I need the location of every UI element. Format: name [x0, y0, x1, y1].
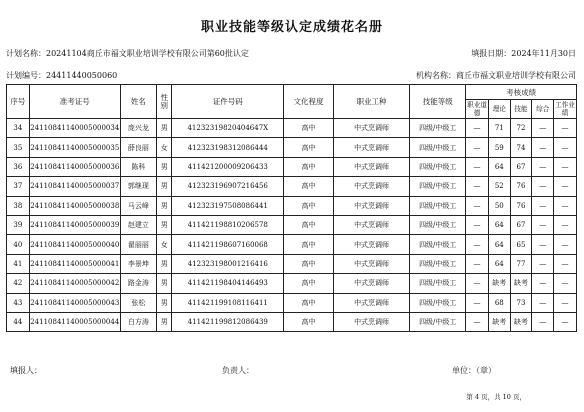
- cell-theory: 缺考: [488, 312, 510, 331]
- cell-education: 高中: [284, 138, 334, 157]
- cell-name: 陈科: [120, 157, 156, 176]
- cell-ticket: 24110841140005000040: [29, 235, 120, 254]
- cell-gender: 男: [156, 254, 172, 273]
- table-row: [7, 312, 577, 331]
- cell-job: 中式烹调师: [333, 312, 410, 331]
- header-seq: 序号: [7, 85, 30, 119]
- cell-theory: 64: [488, 235, 510, 254]
- cell-skill: 缺考: [510, 274, 532, 293]
- header-gender: 性别: [156, 85, 172, 119]
- cell-level: 四级/中级工: [410, 312, 466, 331]
- cell-gender: 男: [156, 177, 172, 196]
- cell-work-performance: —: [554, 177, 577, 196]
- cell-education: 高中: [284, 254, 334, 273]
- table-row: [7, 235, 577, 254]
- table-row: [7, 254, 577, 273]
- cell-theory: 缺考: [488, 274, 510, 293]
- cell-gender: 男: [156, 196, 172, 215]
- cell-job: 中式烹调师: [333, 254, 410, 273]
- header-level: 技能等级: [410, 85, 466, 119]
- cell-gender: 女: [156, 235, 172, 254]
- cell-overall: —: [532, 312, 554, 331]
- cell-name: 马云峰: [120, 196, 156, 215]
- cell-level: 四级/中级工: [410, 274, 466, 293]
- cell-job: 中式烹调师: [333, 138, 410, 157]
- cell-job: 中式烹调师: [333, 196, 410, 215]
- cell-gender: 女: [156, 138, 172, 157]
- cell-seq: 43: [7, 293, 30, 312]
- cell-skill: 76: [510, 196, 532, 215]
- organization-name: 机构名称：商丘市福文职业培训学校有限公司: [416, 71, 576, 80]
- table-row: [7, 293, 577, 312]
- cell-education: 高中: [284, 293, 334, 312]
- cell-seq: 40: [7, 235, 30, 254]
- cell-education: 高中: [284, 177, 334, 196]
- cell-gender: 男: [156, 157, 172, 176]
- cell-seq: 34: [7, 119, 30, 138]
- cell-skill: 77: [510, 254, 532, 273]
- header-work-performance: 工作业绩: [555, 101, 575, 117]
- cell-gender: 男: [156, 312, 172, 331]
- score-roster-table: [6, 84, 577, 332]
- cell-skill: 65: [510, 235, 532, 254]
- cell-work-performance: —: [554, 215, 577, 234]
- cell-work-performance: —: [554, 157, 577, 176]
- cell-id: 411421200009206433: [172, 157, 284, 176]
- cell-seq: 37: [7, 177, 30, 196]
- cell-level: 四级/中级工: [410, 138, 466, 157]
- cell-gender: 男: [156, 274, 172, 293]
- cell-level: 四级/中级工: [410, 196, 466, 215]
- cell-ethics: —: [466, 254, 489, 273]
- cell-job: 中式烹调师: [333, 293, 410, 312]
- cell-id: 412323198312086444: [172, 138, 284, 157]
- cell-level: 四级/中级工: [410, 157, 466, 176]
- cell-ticket: 24110841140005000041: [29, 254, 120, 273]
- cell-theory: 64: [488, 215, 510, 234]
- cell-skill: 缺考: [510, 312, 532, 331]
- cell-ticket: 24110841140005000035: [29, 138, 120, 157]
- cell-skill: 67: [510, 157, 532, 176]
- header-skill: 技能: [510, 100, 532, 119]
- cell-level: 四级/中级工: [410, 215, 466, 234]
- cell-gender: 男: [156, 119, 172, 138]
- cell-job: 中式烹调师: [333, 157, 410, 176]
- cell-seq: 38: [7, 196, 30, 215]
- cell-skill: 67: [510, 215, 532, 234]
- cell-name: 翟丽丽: [120, 235, 156, 254]
- cell-id: 411421199812086439: [172, 312, 284, 331]
- cell-ethics: —: [466, 138, 489, 157]
- cell-gender: 男: [156, 215, 172, 234]
- cell-education: 高中: [284, 235, 334, 254]
- cell-ethics: —: [466, 274, 489, 293]
- fill-date: 填报日期：2024年11月30日: [471, 49, 576, 58]
- cell-level: 四级/中级工: [410, 177, 466, 196]
- cell-id: 412323198001216416: [172, 254, 284, 273]
- cell-education: 高中: [284, 196, 334, 215]
- cell-theory: 64: [488, 157, 510, 176]
- cell-overall: —: [532, 293, 554, 312]
- cell-name: 庞兴龙: [120, 119, 156, 138]
- unit-seal-label: 单位：（章）: [452, 366, 496, 375]
- cell-education: 高中: [284, 312, 334, 331]
- cell-name: 张松: [120, 293, 156, 312]
- cell-ethics: —: [466, 157, 489, 176]
- cell-work-performance: —: [554, 274, 577, 293]
- cell-job: 中式烹调师: [333, 119, 410, 138]
- cell-seq: 35: [7, 138, 30, 157]
- cell-ticket: 24110841140005000036: [29, 157, 120, 176]
- cell-ticket: 24110841140005000034: [29, 119, 120, 138]
- cell-overall: —: [532, 254, 554, 273]
- page-number: 第 4 页，共 10 页，: [466, 393, 526, 401]
- cell-ethics: —: [466, 196, 489, 215]
- header-overall: 综合: [532, 100, 554, 119]
- table-row: [7, 138, 577, 157]
- cell-ticket: 24110841140005000037: [29, 177, 120, 196]
- table-row: [7, 119, 577, 138]
- cell-overall: —: [532, 138, 554, 157]
- cell-ticket: 24110841140005000039: [29, 215, 120, 234]
- cell-education: 高中: [284, 274, 334, 293]
- table-row: [7, 196, 577, 215]
- header-job: 职业工种: [333, 85, 410, 119]
- cell-overall: —: [532, 274, 554, 293]
- cell-name: 李景坤: [120, 254, 156, 273]
- header-name: 姓名: [120, 85, 156, 119]
- cell-job: 中式烹调师: [333, 274, 410, 293]
- cell-theory: 50: [488, 196, 510, 215]
- cell-name: 薛良丽: [120, 138, 156, 157]
- cell-education: 高中: [284, 215, 334, 234]
- cell-name: 赵建立: [120, 215, 156, 234]
- cell-seq: 42: [7, 274, 30, 293]
- cell-seq: 39: [7, 215, 30, 234]
- cell-work-performance: —: [554, 196, 577, 215]
- cell-ethics: —: [466, 119, 489, 138]
- cell-job: 中式烹调师: [333, 235, 410, 254]
- table-row: [7, 177, 577, 196]
- cell-overall: —: [532, 235, 554, 254]
- cell-overall: —: [532, 196, 554, 215]
- table-row: [7, 274, 577, 293]
- cell-ticket: 24110841140005000043: [29, 293, 120, 312]
- cell-work-performance: —: [554, 254, 577, 273]
- cell-id: 411421198810206578: [172, 215, 284, 234]
- cell-theory: 52: [488, 177, 510, 196]
- cell-work-performance: —: [554, 138, 577, 157]
- cell-education: 高中: [284, 119, 334, 138]
- cell-work-performance: —: [554, 312, 577, 331]
- page-title: 职业技能等级认定成绩花名册: [200, 20, 383, 35]
- cell-level: 四级/中级工: [410, 254, 466, 273]
- cell-skill: 72: [510, 119, 532, 138]
- cell-ethics: —: [466, 293, 489, 312]
- header-theory: 理论: [488, 100, 510, 119]
- cell-skill: 74: [510, 138, 532, 157]
- cell-overall: —: [532, 119, 554, 138]
- table-header: [7, 85, 577, 119]
- cell-level: 四级/中级工: [410, 293, 466, 312]
- header-education: 文化程度: [284, 85, 334, 119]
- header-score-group: 考核成绩: [466, 85, 577, 100]
- cell-name: 郭继现: [120, 177, 156, 196]
- cell-id: 41232319820404647X: [172, 119, 284, 138]
- table-row: [7, 215, 577, 234]
- cell-skill: 76: [510, 177, 532, 196]
- cell-level: 四级/中级工: [410, 119, 466, 138]
- cell-job: 中式烹调师: [333, 177, 410, 196]
- cell-ethics: —: [466, 215, 489, 234]
- cell-id: 412323197508086441: [172, 196, 284, 215]
- plan-number: 计划编号：24411440050060: [6, 71, 118, 80]
- cell-theory: 64: [488, 254, 510, 273]
- cell-seq: 44: [7, 312, 30, 331]
- cell-id: 411421199108116411: [172, 293, 284, 312]
- cell-id: 411421198404146493: [172, 274, 284, 293]
- cell-job: 中式烹调师: [333, 215, 410, 234]
- cell-seq: 41: [7, 254, 30, 273]
- cell-id: 411421198607160068: [172, 235, 284, 254]
- cell-ethics: —: [466, 235, 489, 254]
- header-ticket: 准考证号: [29, 85, 120, 119]
- cell-work-performance: —: [554, 293, 577, 312]
- cell-ethics: —: [466, 312, 489, 331]
- cell-seq: 36: [7, 157, 30, 176]
- cell-name: 路金涛: [120, 274, 156, 293]
- cell-id: 412323196907216456: [172, 177, 284, 196]
- cell-theory: 68: [488, 293, 510, 312]
- cell-name: 白方涛: [120, 312, 156, 331]
- cell-ethics: —: [466, 177, 489, 196]
- cell-overall: —: [532, 157, 554, 176]
- cell-ticket: 24110841140005000042: [29, 274, 120, 293]
- cell-gender: 男: [156, 293, 172, 312]
- table-row: [7, 157, 577, 176]
- responsible-label: 负责人：: [222, 366, 254, 375]
- cell-theory: 71: [488, 119, 510, 138]
- plan-name: 计划名称：20241104商丘市福文职业培训学校有限公司第60批认定: [6, 49, 249, 58]
- filler-label: 填报人：: [10, 366, 42, 375]
- cell-ticket: 24110841140005000044: [29, 312, 120, 331]
- cell-ticket: 24110841140005000038: [29, 196, 120, 215]
- cell-work-performance: —: [554, 119, 577, 138]
- cell-overall: —: [532, 177, 554, 196]
- table-body: [7, 119, 577, 332]
- cell-education: 高中: [284, 157, 334, 176]
- cell-work-performance: —: [554, 235, 577, 254]
- header-ethics: 职业道德: [467, 101, 487, 117]
- cell-overall: —: [532, 215, 554, 234]
- cell-theory: 59: [488, 138, 510, 157]
- cell-level: 四级/中级工: [410, 235, 466, 254]
- header-id: 证件号码: [172, 85, 284, 119]
- cell-skill: 73: [510, 293, 532, 312]
